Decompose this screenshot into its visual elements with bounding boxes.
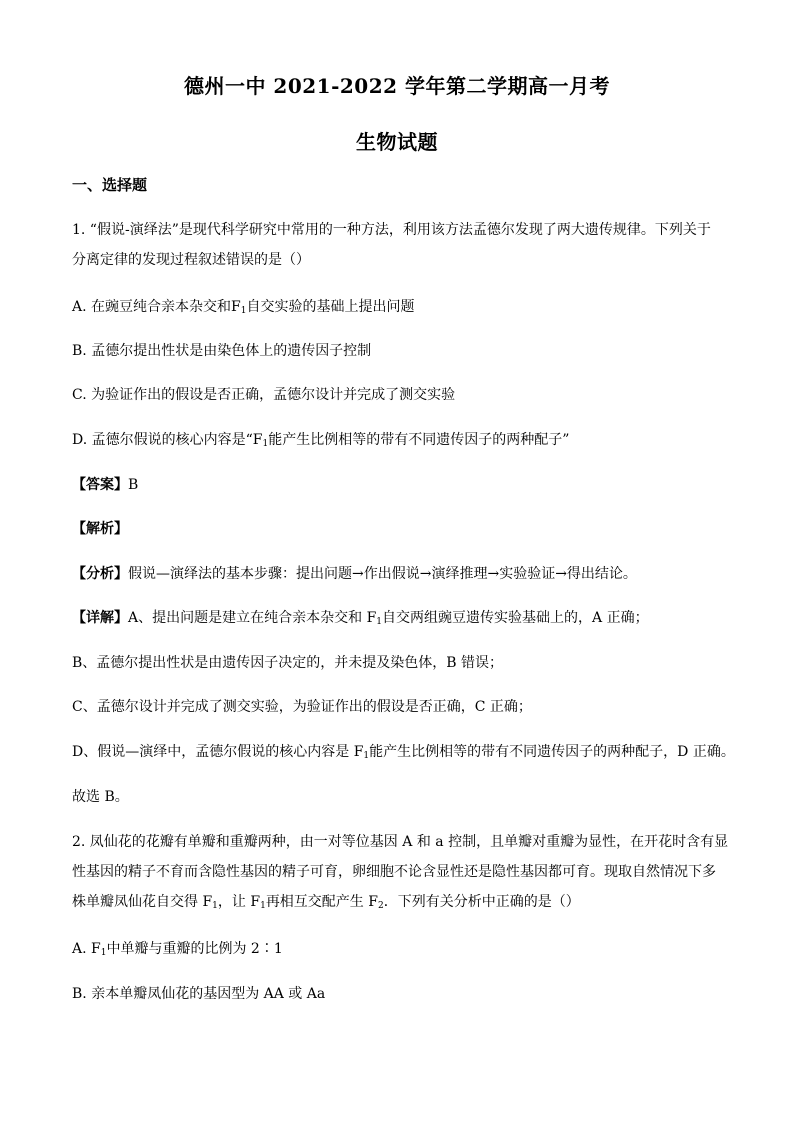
xiangjie-text2: 自交两组豌豆遗传实验基础上的，A 正确； [382, 610, 649, 626]
q2-stem-line2: 性基因的精子不育而含隐性基因的精子可育，卵细胞不论含显性还是隐性基因都可育。现取自然情况下多 [72, 864, 716, 880]
q2-stem-line3 [72, 893, 732, 911]
xiangjie-tag: 【详解】 [72, 610, 128, 626]
q2-f2: F [368, 894, 378, 910]
q1-option-d [72, 431, 732, 449]
explain-d-sub: 1 [363, 751, 370, 761]
analysis-tag: 【解析】 [72, 521, 128, 537]
q1-answer [72, 476, 732, 494]
document-subtitle: 生物试题 [356, 130, 438, 154]
q2-sub3: 2 [377, 901, 384, 911]
q2-stem-text: 株单瓣凤仙花自交得 [72, 894, 203, 910]
document-title: 德州一中 2021-2022 学年第二学期高一月考 [183, 74, 611, 98]
answer-tag: 【答案】 [72, 477, 128, 493]
q1-explain-d [72, 743, 735, 761]
q1-stem-line2: 分离定律的发现过程叙述错误的是（） [72, 252, 310, 268]
q1-xiangjie [72, 609, 732, 627]
q2-option-a-f: F [91, 941, 101, 957]
q1-option-a-sub: 1 [240, 306, 247, 316]
q2-sub2: 1 [260, 901, 266, 911]
fenxi-text: 假说—演绎法的基本步骤：提出问题→作出假说→演绎推理→实验验证→得出结论。 [128, 566, 637, 582]
xiangjie-sub: 1 [376, 617, 383, 627]
q2-sub1: 1 [212, 901, 218, 911]
q1-explain-b: B、孟德尔提出性状是由遗传因子决定的，并未提及染色体，B 错误； [72, 655, 504, 671]
q1-conclusion: 故选 B。 [72, 789, 129, 805]
q1-fenxi [72, 565, 732, 583]
q1-stem-line1: 1. “假说-演绎法”是现代科学研究中常用的一种方法，利用该方法孟德尔发现了两大遗传规律。下列关于 [72, 222, 711, 238]
q2-stem-mid2: 再相互交配产生 [265, 894, 369, 910]
q2-f1-a: F [202, 894, 213, 910]
q2-stem-post: ．下列有关分析中正确的是（） [383, 894, 580, 910]
xiangjie-f: F [366, 610, 377, 626]
explain-d-text: D、假说—演绎中，孟德尔假说的核心内容是 [72, 744, 354, 760]
q1-option-a [72, 298, 732, 316]
q1-analysis-tag [72, 520, 732, 538]
q1-option-d-sub: 1 [262, 439, 269, 449]
explain-d-f: F [353, 744, 364, 760]
q1-option-a-text: A. 在豌豆纯合亲本杂交和 [72, 299, 232, 315]
q2-stem-line1: 2. 凤仙花的花瓣有单瓣和重瓣两种，由一对等位基因 A 和 a 控制，且单瓣对重瓣为显性，在开花时含有显 [72, 834, 729, 850]
q1-option-d-text2: 能产生比例相等的带有不同遗传因子的两种配子” [268, 432, 570, 448]
xiangjie-text: A、提出问题是建立在纯合亲本杂交和 [128, 610, 367, 626]
section-heading: 一、选择题 [72, 176, 148, 194]
q1-option-b: B. 孟德尔提出性状是由染色体上的遗传因子控制 [72, 343, 372, 359]
q1-option-a-f: F [231, 299, 241, 315]
q2-option-b: B. 亲本单瓣凤仙花的基因型为 AA 或 Aa [72, 986, 326, 1002]
q2-option-a-text: A. [72, 941, 92, 957]
q2-option-a-text2: 中单瓣与重瓣的比例为 2∶1 [106, 941, 283, 957]
fenxi-tag: 【分析】 [72, 566, 128, 582]
q2-stem-mid: ，让 [217, 894, 251, 910]
q1-explain-c: C、孟德尔设计并完成了测交实验，为验证作出的假设是否正确，C 正确； [72, 699, 532, 715]
q1-option-d-f: F [252, 432, 263, 448]
q1-option-d-text: D. 孟德尔假说的核心内容是“ [72, 432, 253, 448]
q2-option-a [72, 940, 732, 958]
explain-d-text2: 能产生比例相等的带有不同遗传因子的两种配子，D 正确。 [369, 744, 735, 760]
q1-option-c: C. 为验证作出的假设是否正确，孟德尔设计并完成了测交实验 [72, 387, 456, 403]
q2-f1-b: F [250, 894, 261, 910]
answer-value: B [128, 477, 139, 493]
q1-option-a-text2: 自交实验的基础上提出问题 [246, 299, 415, 315]
q2-option-a-sub: 1 [100, 948, 107, 958]
